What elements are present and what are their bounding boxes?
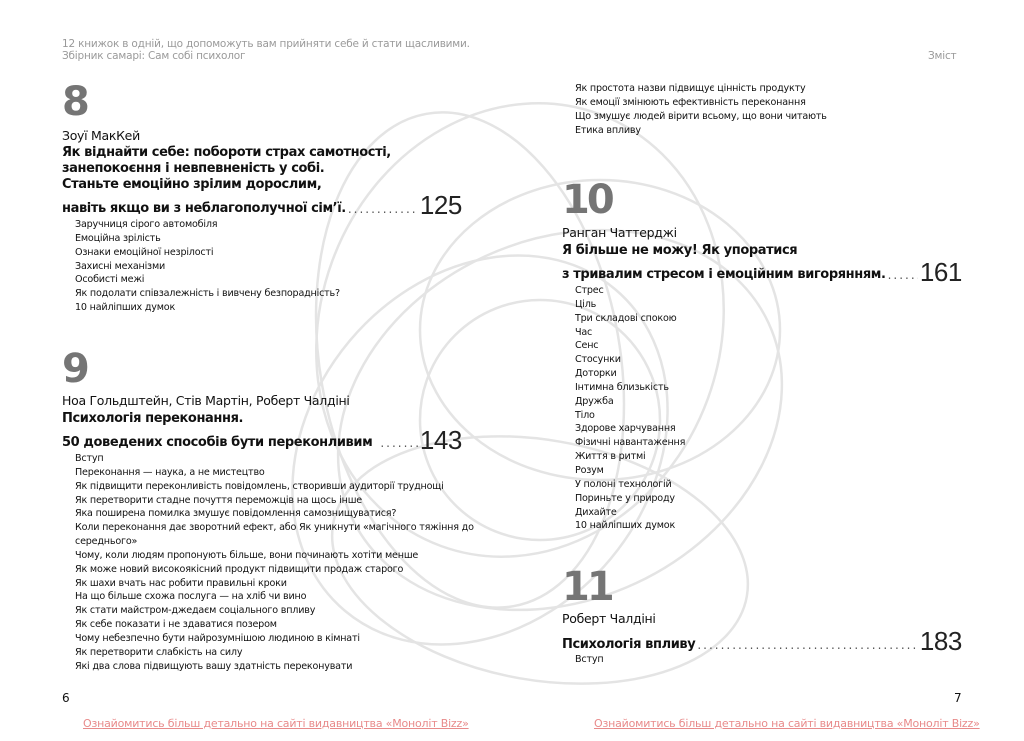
chapter-number: 11 xyxy=(562,564,612,610)
list-item: 10 найліпших думок xyxy=(575,520,676,532)
list-item: Тіло xyxy=(575,409,595,421)
list-item: Етика впливу xyxy=(575,124,641,136)
list-item: Як себе показати і не здаватися позером xyxy=(75,619,277,631)
list-item: Як підвищити переконливість повідомлень, створивши аудиторії труднощі xyxy=(75,480,444,492)
list-item: Дихайте xyxy=(575,506,617,518)
list-item: Коли переконання дає зворотний ефект, або Як уникнути «магічного тяжіння до xyxy=(75,522,474,534)
title-line: навіть якщо ви з неблагополучної сім’ї. xyxy=(62,201,346,216)
page-number: 125 xyxy=(419,190,462,220)
list-item: Доторки xyxy=(575,368,617,380)
list-item: Стрес xyxy=(575,285,604,296)
publisher-link-left[interactable]: Ознайомитись більш детально на сайті видавництва «Моноліт Bizz» xyxy=(83,717,469,730)
title-line: Як віднайти себе: побороти страх самотності, xyxy=(62,145,391,160)
dot-leader xyxy=(380,434,417,452)
list-item: Як перетворити слабкість на силу xyxy=(75,646,243,658)
list-item: Чому небезпечно бути найрозумнішою людиною в кімнаті xyxy=(75,632,360,644)
book-title: Збірник самарі: Сам собі психолог xyxy=(62,50,246,62)
title-line: Психологія впливу xyxy=(562,637,696,652)
list-item: Як може новий високоякісний продукт підвищити продаж старого xyxy=(75,563,404,575)
list-item: Дружба xyxy=(575,395,614,407)
list-item: У полоні технологій xyxy=(575,478,672,490)
chapter-number: 9 xyxy=(62,346,87,392)
list-item: Інтимна близькість xyxy=(575,381,669,393)
chapter-items xyxy=(575,284,962,533)
list-item: Особисті межі xyxy=(75,274,145,286)
chapter-title[interactable] xyxy=(62,410,462,455)
chapter-author: Ноа Гольдштейн, Стів Мартін, Роберт Чалдіні xyxy=(62,393,350,408)
list-item: Як стати майстром-джедаєм соціального впливу xyxy=(75,605,316,617)
list-item: Вступ xyxy=(575,654,604,665)
title-line: Станьте емоційно зрілим дорослим, xyxy=(62,177,322,192)
list-item: Три складові спокою xyxy=(575,312,677,324)
title-line: Я більше не можу! Як упоратися xyxy=(562,243,798,258)
list-item: Здорове харчування xyxy=(575,423,676,435)
list-item: Як простота назви підвищує цінність продукту xyxy=(575,83,806,94)
chapter-title[interactable] xyxy=(562,626,962,656)
chapter-11 xyxy=(562,564,962,667)
list-item: Життя в ритмі xyxy=(575,451,646,463)
list-item: Стосунки xyxy=(575,354,621,366)
left-page-number: 6 xyxy=(62,691,70,705)
title-line: з тривалим стресом і емоційним вигорянням. xyxy=(562,267,886,282)
chapter-8 xyxy=(62,79,462,315)
list-item: Чому, коли людям пропонують більше, вони починають хотіти менше xyxy=(75,549,419,561)
list-item: середнього» xyxy=(75,536,138,548)
list-item: На що більше схожа послуга — на хліб чи вино xyxy=(75,591,307,603)
chapter-number: 8 xyxy=(62,79,87,125)
dot-leader xyxy=(888,266,918,284)
list-item: Як подолати співзалежність і вивчену безпорадність? xyxy=(75,288,340,300)
list-item: Переконання — наука, а не мистецтво xyxy=(75,466,265,478)
chapter-author: Ранган Чаттерджі xyxy=(562,225,677,240)
chapter-items xyxy=(75,452,474,674)
chapter-author: Зоуї МакКей xyxy=(62,128,140,143)
list-item: Як емоції змінюють ефективність переконання xyxy=(575,96,806,108)
page-number: 143 xyxy=(419,425,462,455)
list-item: Ціль xyxy=(575,298,597,310)
list-item: 10 найліпших думок xyxy=(75,302,176,314)
chapter-author: Роберт Чалдіні xyxy=(562,611,656,626)
list-item: Емоційна зрілість xyxy=(75,232,161,244)
dot-leader xyxy=(348,201,418,217)
title-line: 50 доведених способів бути переконливим xyxy=(62,435,373,450)
chapter-number: 10 xyxy=(562,177,612,223)
title-line: Психологія переконання. xyxy=(62,411,244,426)
list-item: Як шахи вчать нас робити правильні кроки xyxy=(75,577,287,589)
chapter-title[interactable] xyxy=(562,242,962,287)
chapter-9 xyxy=(62,346,474,674)
section-title: Зміст xyxy=(928,50,957,62)
list-item: Які два слова підвищують вашу здатність переконувати xyxy=(75,660,353,672)
list-item: Сенс xyxy=(575,340,599,352)
list-item: Пориньте у природу xyxy=(575,492,675,504)
list-item: Як перетворити стадне почуття переможців на щось інше xyxy=(75,494,362,506)
chapter-items xyxy=(75,218,462,315)
chapter-title[interactable] xyxy=(62,145,462,220)
list-item: Що змушує людей вірити всьому, що вони читають xyxy=(575,110,827,122)
chapter-9-items-continued xyxy=(575,82,827,137)
list-item: Час xyxy=(575,326,593,338)
book-subtitle: 12 книжок в одній, що допоможуть вам прийняти себе й стати щасливими. xyxy=(62,38,470,50)
chapter-10 xyxy=(562,177,962,533)
chapter-items xyxy=(575,653,962,667)
list-item: Яка поширена помилка змушує повідомлення самознищуватися? xyxy=(75,508,397,520)
page-number: 161 xyxy=(919,257,962,287)
page-number: 183 xyxy=(919,626,962,656)
list-item: Заручниця сірого автомобіля xyxy=(75,219,218,230)
list-item: Захисні механізми xyxy=(75,260,166,272)
list-item: Розум xyxy=(575,464,604,476)
publisher-link-right[interactable]: Ознайомитись більш детально на сайті видавництва «Моноліт Bizz» xyxy=(594,717,980,730)
dot-leader xyxy=(697,637,917,653)
right-page-number: 7 xyxy=(954,691,962,705)
list-item: Вступ xyxy=(75,453,104,464)
list-item: Ознаки емоційної незрілості xyxy=(75,246,214,258)
list-item: Фізичні навантаження xyxy=(575,437,686,449)
title-line: занепокоєння і невпевненість у собі. xyxy=(62,161,325,176)
